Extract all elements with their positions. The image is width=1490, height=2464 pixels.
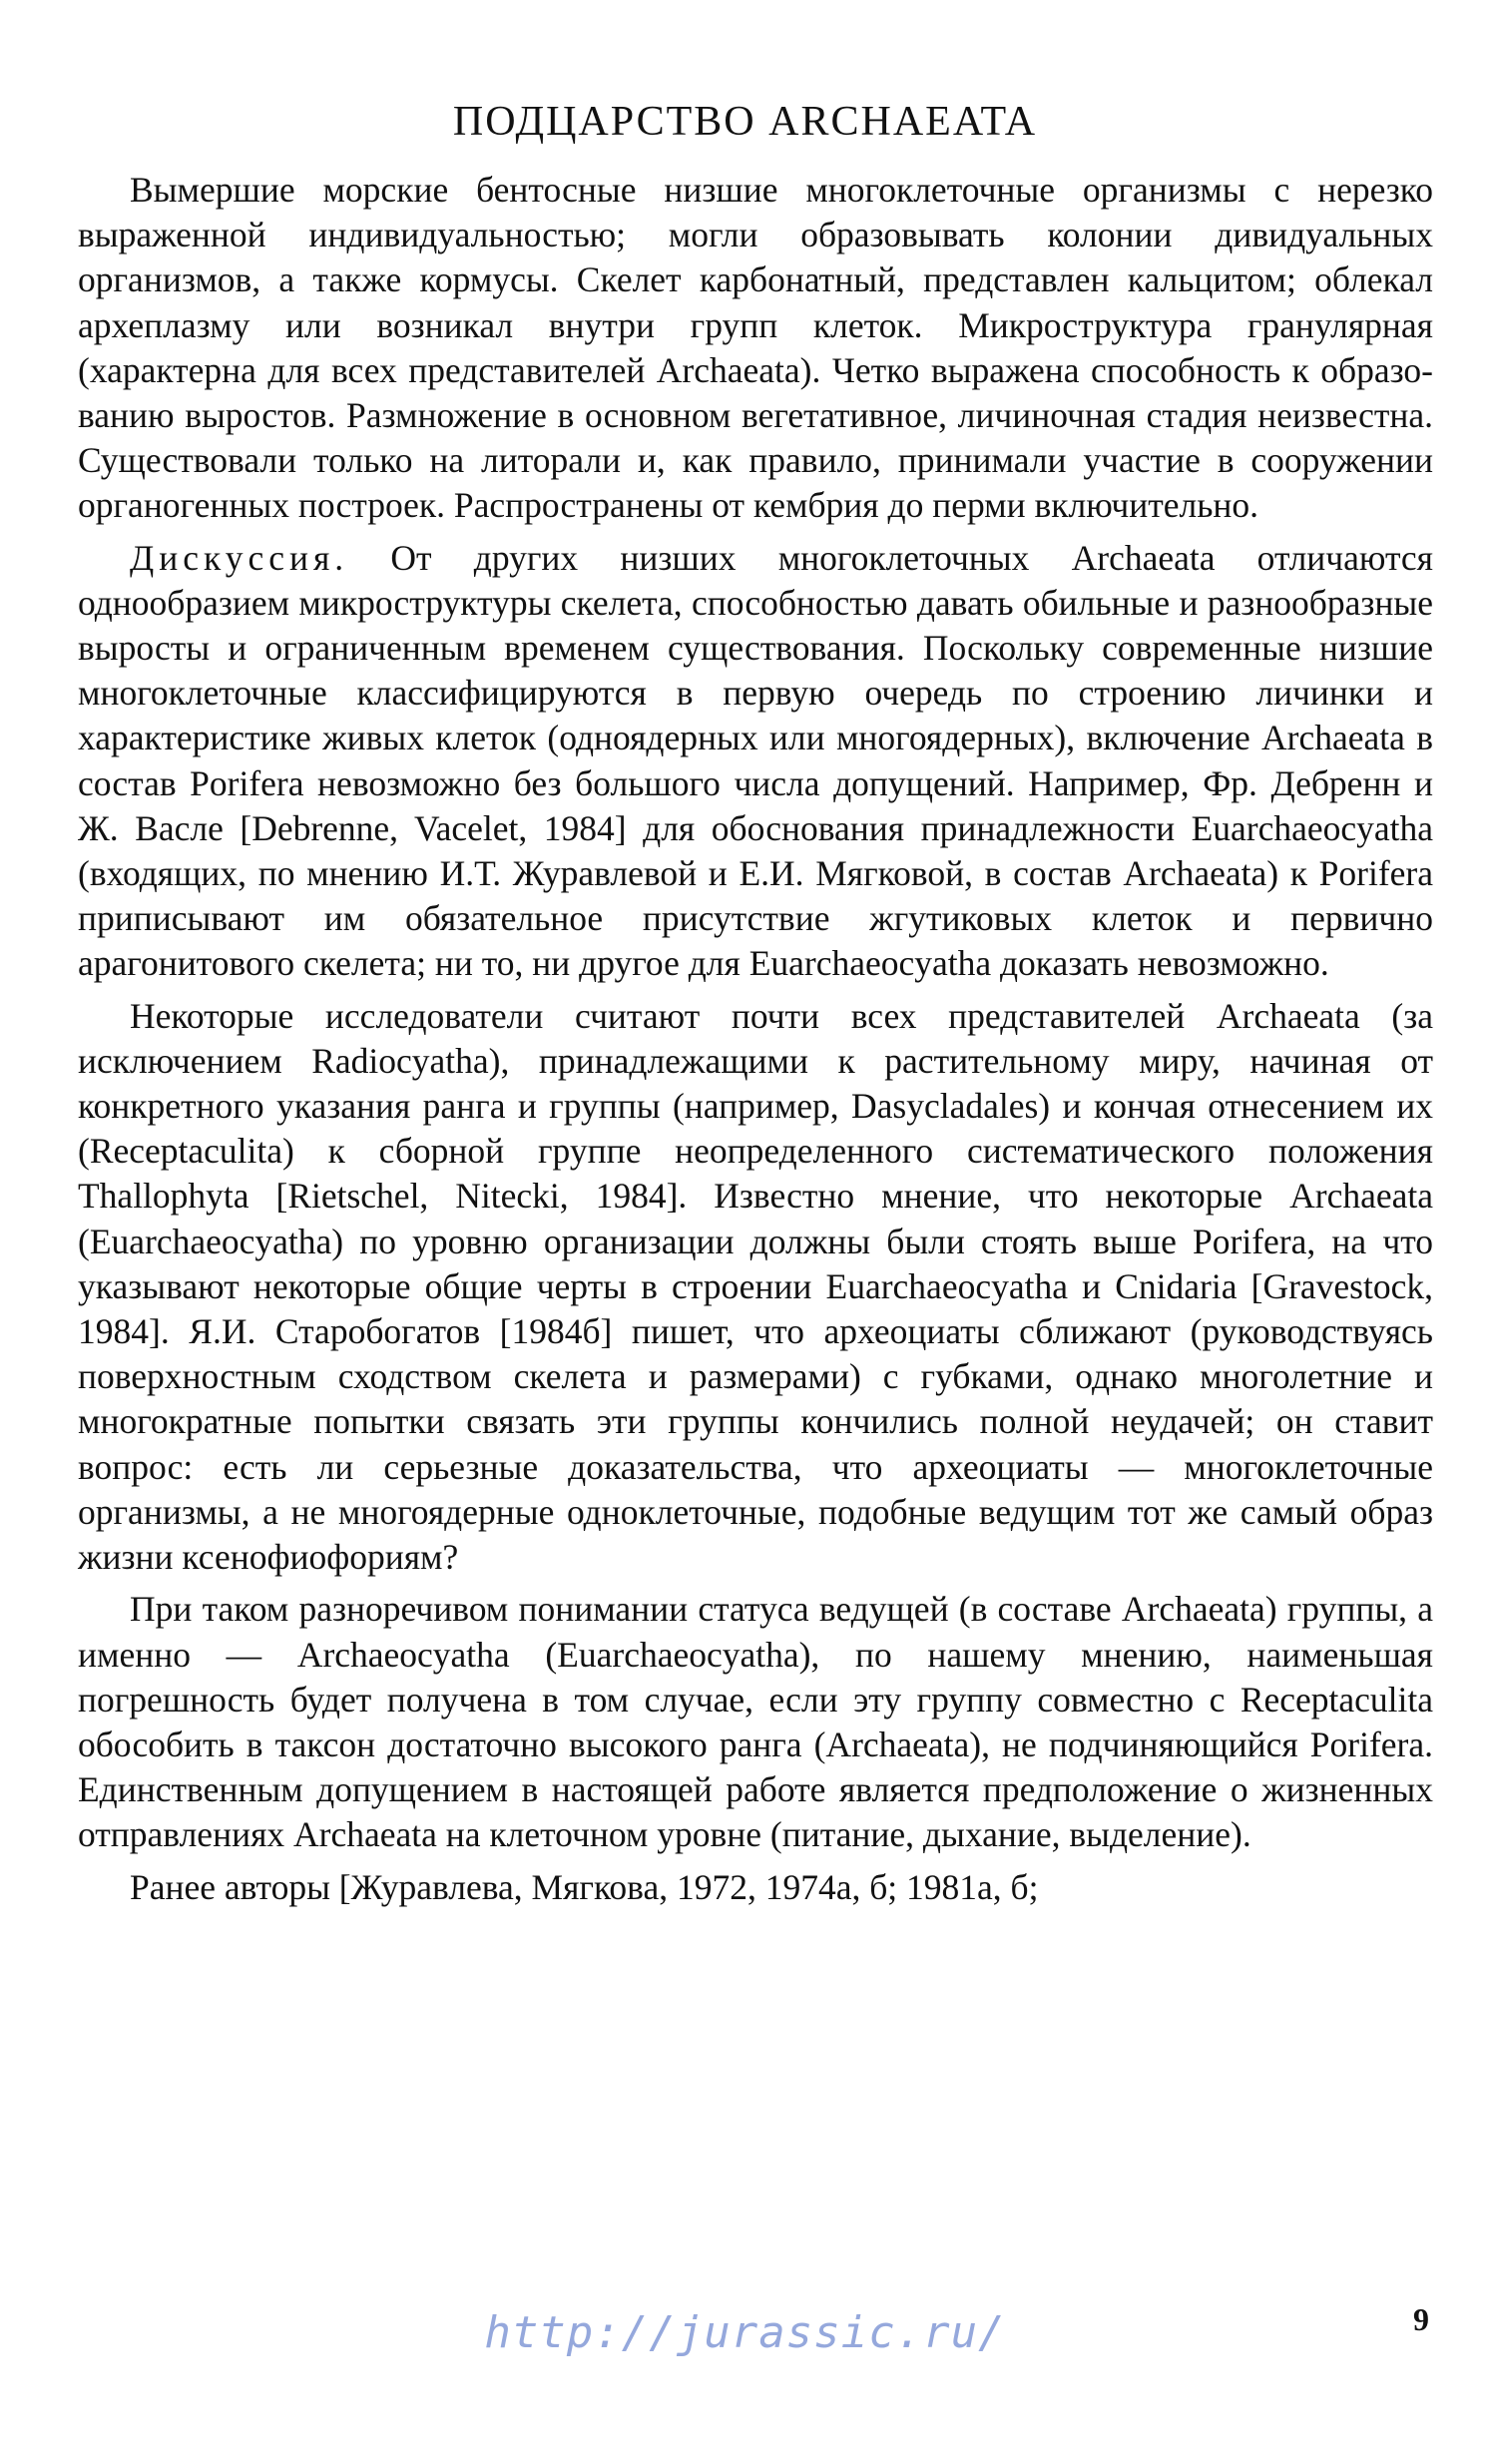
paragraph-continued: Ранее авторы [Журавлева, Мягкова, 1972, 1974а, б; 1981а, б; <box>130 1866 1039 1907</box>
paragraph-opinions: Некоторые исследователи считают почти всех представителей Archaeata (за исключением Radiocyatha), принадлежащими к растительному миру, начиная от конкретного указания ранга и группы (например, Dasycladales) и кончая отнесением их (Receptaculita) к сборной группе неопределенного систематического положения Thallophyta [Rietschel, Nitecki, 1984]. Известно мнение, что некоторые Archaeata (Euarchaeocyatha) по уровню организации должны были стоять выше Porifera, на что указывают некоторые общие черты в строении Euarchaeocyatha и Cnidaria [Gravestock, 1984]. Я.И. Старобогатов [1984б] пишет, что археоциаты сближают (руководствуясь поверхностным сходством скелета и размерами) с губками, однако многолетние и многократные попытки связать эти группы кончились полной неудачей; он ставит вопрос: есть ли серьезные доказательства, что археоциаты — многоклеточные организмы, а не многоядерные одноклеточные, подобные ведущим тот же самый образ жизни ксенофиофориям? <box>78 995 1433 1578</box>
paragraph-conclusion: При таком разноречивом понимании статуса ведущей (в составе Archaeata) группы, а именно — Archaeocyatha (Euarchaeocyatha), по нашему мнению, наименьшая погрешность будет получена в том случае, если эту группу совместно с Receptaculita обособить в таксон достаточно высокого ранга (Archaeata), не подчиняющийся Porifera. Единственным допущением в настоящей работе является предположение о жизненных отправлениях Archaeata на клеточном уровне (питание, дыхание, выделение). <box>78 1589 1433 1855</box>
discussion-text: От других низших многоклеточных Archaeata отличаются однообразием микроструктуры скелета, способностью давать обильные и разнообразные выросты и ограниченным временем существования. Поскольку современные низшие многоклеточные классифицируются в первую очередь по строению личинки и характеристике живых клеток (одноядерных или многоядерных), включение Archaeata в состав Porifera невозможно без большого числа допущений. Например, Фр. Дебренн и Ж. Васле [Debrenne, Vacelet, 1984] для обоснования принадлежности Euarchaeocyatha (входящих, по мнению И.Т. Журавлевой и Е.И. Мягковой, в состав Archaeata) к Porifera приписывают им обязательное присутствие жгутиковых клеток и первично арагонитового скелета; ни то, ни другое для Euarchaeocyatha доказать невозможно. <box>78 537 1433 984</box>
body-text <box>78 168 1433 1917</box>
paragraph-discussion <box>78 536 1433 987</box>
section-title: ПОДЦАРСТВО ARCHAEATA <box>452 99 1038 145</box>
discussion-lead: Дискуссия. <box>130 537 349 578</box>
paragraph-description: Вымершие морские бентосные низшие многоклеточные организмы с нерезко выраженной индивидуальностью; могли образовывать колонии дивидуальных организмов, а также кормусы. Скелет карбонатный, представлен кальцитом; облекал археплазму или возникал внутри групп клеток. Микроструктура гранулярная (характерна для всех представителей Archaeata). Четко выражена способность к образованию выростов. Размножение в основном вегетативное, личиночная стадия неизвестна. Существовали только на литорали и, как правило, принимали участие в сооружении органогенных построек. Распространены от кембрия до перми включительно. <box>78 170 1433 526</box>
page-number: 9 <box>1413 2301 1429 2337</box>
watermark-url: http://jurassic.ru/ <box>484 2307 1006 2358</box>
